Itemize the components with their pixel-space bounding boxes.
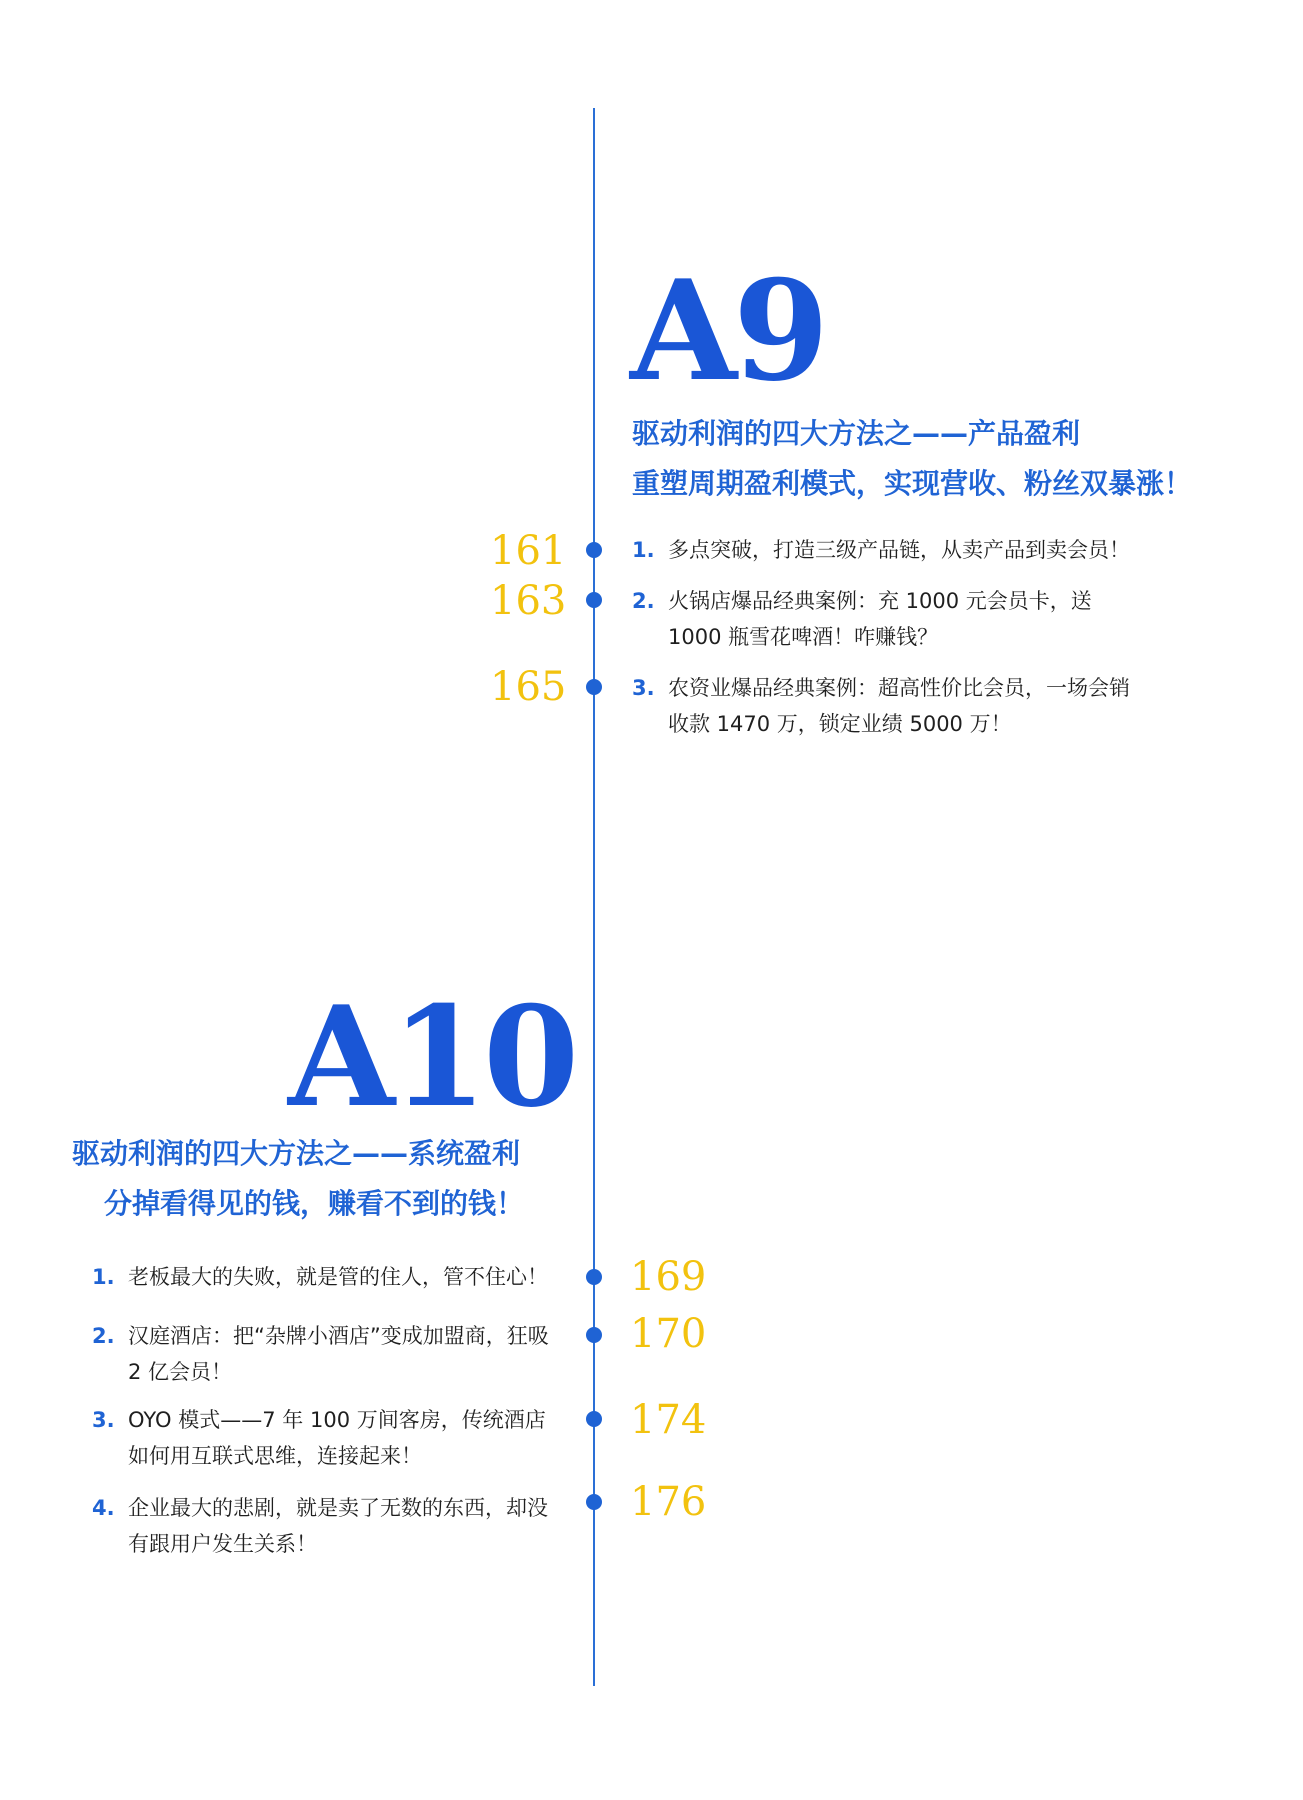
toc-entry [92,1402,562,1474]
timeline-dot [586,1327,602,1343]
entry-text: 多点突破，打造三级产品链，从卖产品到卖会员！ [668,538,1130,562]
entry-text: OYO 模式——7 年 100 万间客房，传统酒店如何用互联式思维，连接起来！ [128,1408,546,1468]
entry-number: 3. [92,1408,115,1432]
entry-text: 汉庭酒店：把“杂牌小酒店”变成加盟商，狂吸 2 亿会员！ [128,1324,549,1384]
page-number: 161 [490,528,567,574]
chapter-code-a10: A10 [288,975,576,1138]
page-number: 163 [490,578,567,624]
section-heading-a10-line1: 驱动利润的四大方法之——系统盈利 [72,1137,521,1170]
page-number: 174 [630,1397,707,1443]
entry-number: 2. [92,1324,115,1348]
entry-number: 4. [92,1496,115,1520]
page-number: 176 [630,1479,707,1525]
entry-text: 火锅店爆品经典案例：充 1000 元会员卡，送 1000 瓶雪花啤酒！咋赚钱？ [668,589,1092,649]
page-number: 169 [630,1254,707,1300]
entry-number: 1. [632,538,655,562]
section-heading-a9-line1: 驱动利润的四大方法之——产品盈利 [632,417,1081,450]
timeline-dot [586,542,602,558]
toc-entry [632,670,1142,742]
entry-text: 老板最大的失败，就是管的住人，管不住心！ [128,1265,548,1289]
entry-text: 企业最大的悲剧，就是卖了无数的东西，却没有跟用户发生关系！ [128,1496,548,1556]
page-number: 165 [490,664,567,710]
timeline-line [593,108,595,1686]
toc-entry [92,1259,562,1295]
toc-entry [92,1318,562,1390]
entry-number: 3. [632,676,655,700]
toc-entry [632,532,1142,568]
timeline-dot [586,592,602,608]
timeline-dot [586,1494,602,1510]
timeline-dot [586,1269,602,1285]
toc-entry [632,583,1142,655]
entry-number: 1. [92,1265,115,1289]
section-heading-a9-line2: 重塑周期盈利模式，实现营收、粉丝双暴涨！ [632,467,1193,500]
entry-text: 农资业爆品经典案例：超高性价比会员，一场会销收款 1470 万，锁定业绩 5000 万！ [668,676,1130,736]
chapter-code-a9: A9 [630,249,826,412]
entry-number: 2. [632,589,655,613]
timeline-dot [586,1411,602,1427]
toc-entry [92,1490,562,1562]
timeline-dot [586,679,602,695]
page-number: 170 [630,1311,707,1357]
section-heading-a10-line2: 分掉看得见的钱，赚看不到的钱！ [104,1187,525,1220]
